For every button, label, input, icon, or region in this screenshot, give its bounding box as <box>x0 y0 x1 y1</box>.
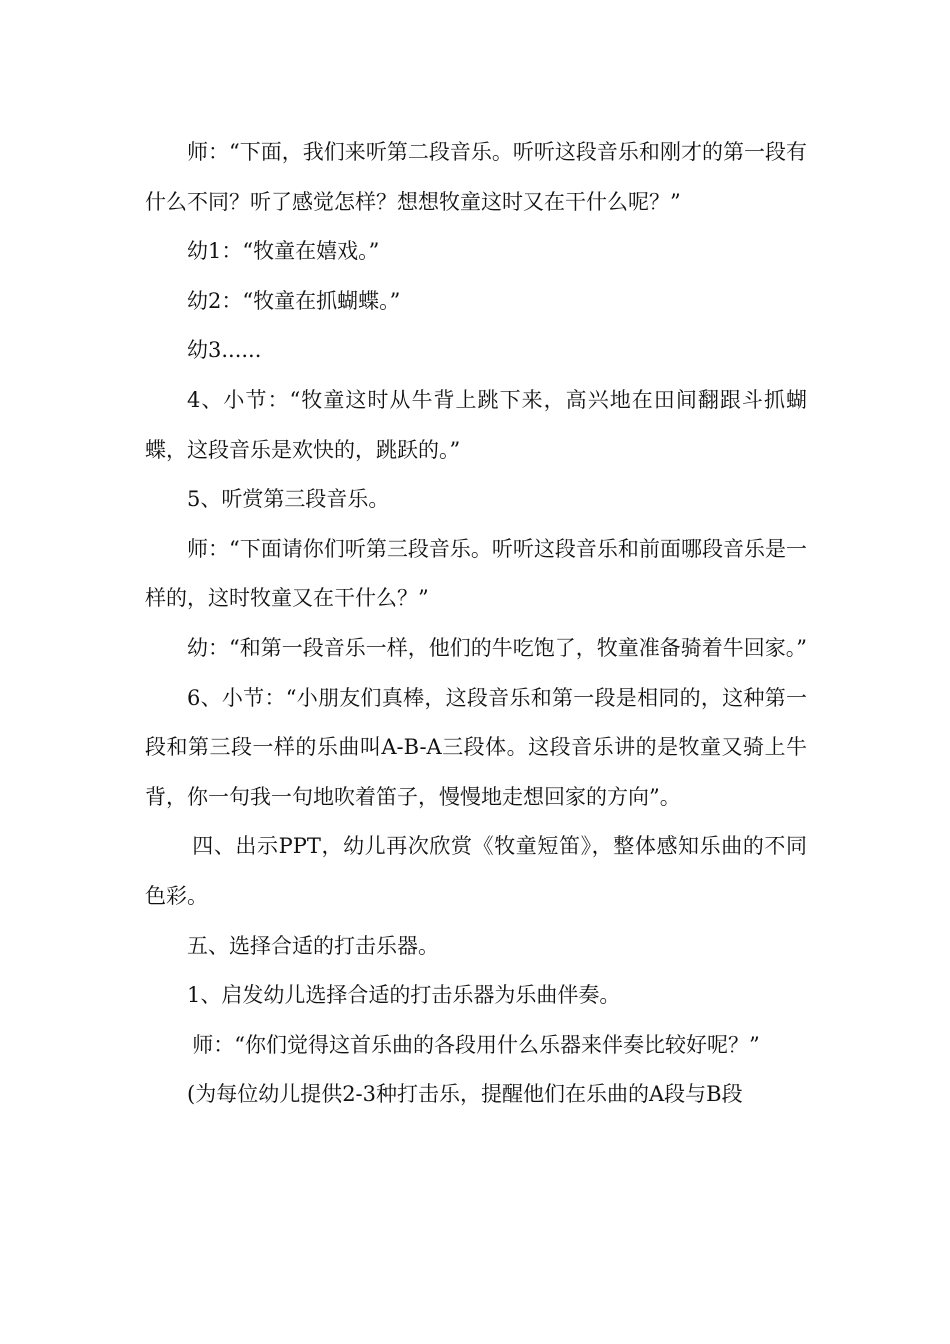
body-text <box>145 128 807 1120</box>
paragraph-child-2: 幼2：“牧童在抓蝴蝶。” <box>187 288 401 313</box>
paragraph-section-5: 五、选择合适的打击乐器。 <box>187 933 439 958</box>
paragraph-teacher-third-section: 师：“下面请你们听第三段音乐。听听这段音乐和前面哪段音乐是一样的，这时牧童又在干什么？” <box>145 536 807 611</box>
paragraph-teacher-question: 师：“你们觉得这首乐曲的各段用什么乐器来伴奏比较好呢？” <box>192 1032 760 1057</box>
paragraph-summary-4: 4、小节：“牧童这时从牛背上跳下来，高兴地在田间翻跟斗抓蝴蝶，这段音乐是欢快的，跳跃的。” <box>145 387 807 462</box>
paragraph-section-4: 四、出示PPT，幼儿再次欣赏《牧童短笛》，整体感知乐曲的不同色彩。 <box>145 834 807 908</box>
paragraph-child-3: 幼3...... <box>187 338 262 363</box>
paragraph-step-1: 1、启发幼儿选择合适的打击乐器为乐曲伴奏。 <box>187 983 621 1008</box>
paragraph-teacher-second-section: 师：“下面，我们来听第二段音乐。听听这段音乐和刚才的第一段有什么不同？听了感觉怎样？想想牧童这时又在干什么呢？” <box>145 140 807 214</box>
paragraph-step-5: 5、听赏第三段音乐。 <box>187 487 390 512</box>
paragraph-summary-6: 6、小节：“小朋友们真棒，这段音乐和第一段是相同的，这种第一段和第三段一样的乐曲叫A-B-A三段体。这段音乐讲的是牧童又骑上牛背，你一句我一句地吹着笛子，慢慢地走想回家的方向”。 <box>145 685 807 809</box>
paragraph-note: (为每位幼儿提供2-3种打击乐，提醒他们在乐曲的A段与B段 <box>187 1082 743 1107</box>
paragraph-child-answer: 幼：“和第一段音乐一样，他们的牛吃饱了，牧童准备骑着牛回家。” <box>187 635 807 660</box>
paragraph-child-1: 幼1：“牧童在嬉戏。” <box>187 239 380 264</box>
